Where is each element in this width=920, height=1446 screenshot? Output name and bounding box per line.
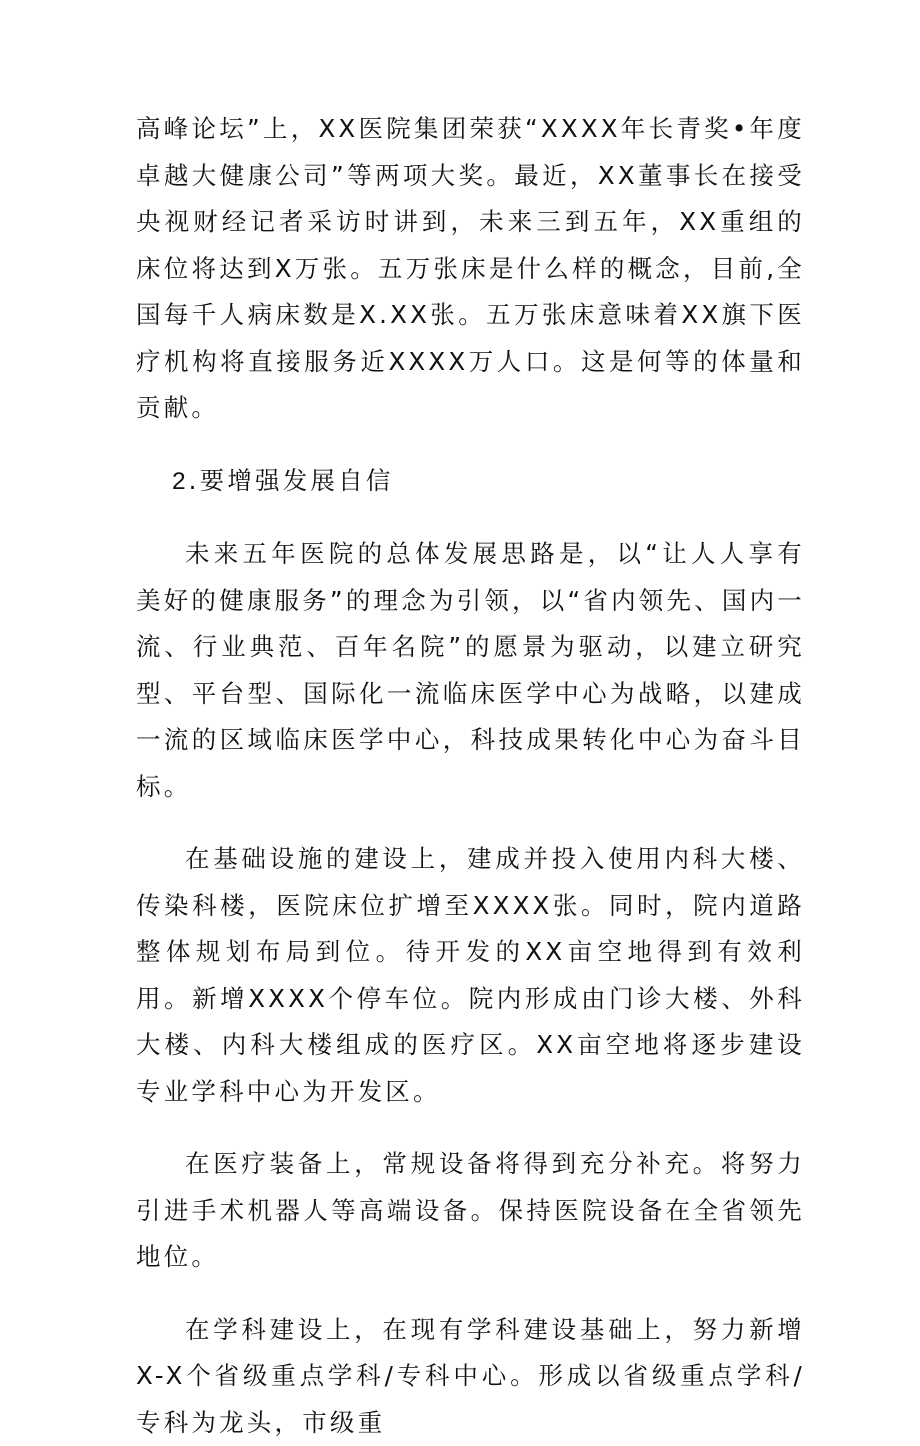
section-heading bbox=[136, 458, 805, 506]
section-title: .要增强发展自信 bbox=[189, 466, 394, 495]
paragraph-continuation: 高峰论坛”上，XX医院集团荣获“XXXX年长青奖•年度卓越大健康公司”等两项大奖。最近，XX董事长在接受央视财经记者采访时讲到，未来三到五年，XX重组的床位将达到X万张。五万张床是什么样的概念，目前,全国每千人病床数是X.XX张。五万张床意味着XX旗下医疗机构将直接服务近XXXX万人口。这是何等的体量和贡献。 bbox=[136, 106, 805, 432]
paragraph-medical-equipment: 在医疗装备上，常规设备将得到充分补充。将努力引进手术机器人等高端设备。保持医院设备在全省领先地位。 bbox=[136, 1141, 805, 1281]
paragraph-development-strategy: 未来五年医院的总体发展思路是，以“让人人享有美好的健康服务”的理念为引领，以“省内领先、国内一流、行业典范、百年名院”的愿景为驱动，以建立研究型、平台型、国际化一流临床医学中心为战略，以建成一流的区域临床医学中心，科技成果转化中心为奋斗目标。 bbox=[136, 531, 805, 810]
section-number: 2 bbox=[172, 468, 187, 495]
paragraph-infrastructure: 在基础设施的建设上，建成并投入使用内科大楼、传染科楼，医院床位扩增至XXXX张。同时，院内道路整体规划布局到位。待开发的XX亩空地得到有效利用。新增XXXX个停车位。院内形成由门诊大楼、外科大楼、内科大楼组成的医疗区。XX亩空地将逐步建设专业学科中心为开发区。 bbox=[136, 836, 805, 1115]
paragraph-discipline-construction: 在学科建设上，在现有学科建设基础上，努力新增X-X个省级重点学科/专科中心。形成以省级重点学科/专科为龙头，市级重 bbox=[136, 1307, 805, 1446]
